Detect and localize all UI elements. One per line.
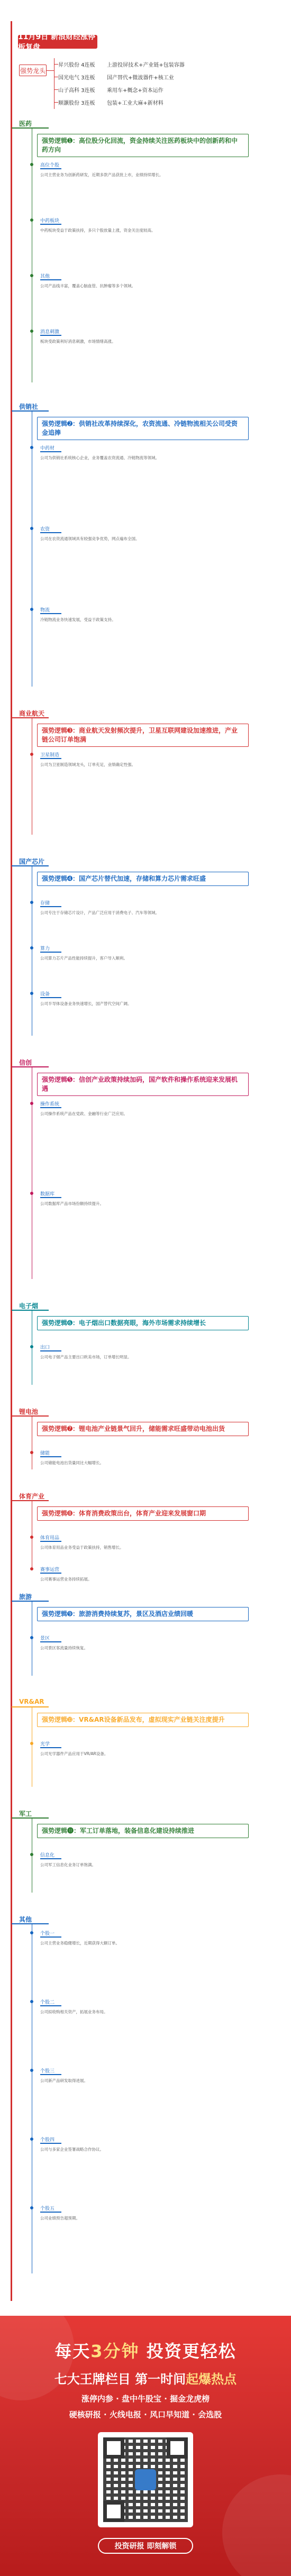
item-bullet (30, 1853, 33, 1856)
item-text: 公司主营业务为创新药研发，近期多款产品获批上市，业绩持续增长。 (40, 172, 163, 177)
section-underline (12, 1923, 49, 1924)
decor-circle (222, 2474, 291, 2576)
item-label: 中药材 (40, 446, 55, 451)
section-title-tourism: 旅游 (19, 1593, 32, 1601)
logic-callout-vrar: 强势逻辑➓：VR&AR设备新品发布，虚拟现实产业链关注度提升 (37, 1713, 249, 1727)
item-label-underline (40, 335, 61, 336)
logic-callout-fintech: 强势逻辑➎：信创产业政策持续加码，国产软件和操作系统迎来发展机遇 (37, 1073, 249, 1096)
qr-code-pattern (103, 2437, 188, 2522)
item-label-underline (40, 1936, 61, 1938)
logic-callout-space: 强势逻辑➌：商业航天发射频次提升，卫星互联网建设加速推进，产业链公司订单饱满 (37, 724, 249, 747)
section-underline (12, 410, 49, 412)
unlock-research-button[interactable]: 投资研报 即刻解锁 (98, 2538, 193, 2554)
qr-code[interactable] (98, 2432, 193, 2527)
section-title-medical: 医药 (19, 120, 32, 127)
section-underline (12, 717, 49, 718)
item-label: 景区 (40, 1636, 50, 1641)
item-text: 公司产品线丰富，覆盖心脑血管、抗肿瘤等多个领域。 (40, 284, 135, 288)
item-label-underline (40, 279, 61, 280)
item-label: 农资 (40, 527, 50, 532)
item-text: 公司算力芯片产品性能持续提升，客户导入顺利。 (40, 956, 128, 961)
item-label: 存储 (40, 901, 50, 906)
item-bullet (30, 608, 33, 611)
stock-name: 昇兴股份 4连板 (58, 62, 95, 68)
item-label-underline (40, 168, 61, 169)
item-text: 公司主营业务稳健增长，近期获得大额订单。 (40, 1941, 120, 1945)
main-spine (11, 21, 12, 2301)
item-bullet (30, 330, 33, 333)
item-label: 卫星制造 (40, 753, 60, 758)
item-text: 公司为卫星制造领域龙头，订单充足，业绩确定性强。 (40, 762, 135, 767)
item-label: 设备 (40, 992, 50, 997)
item-label: 个股三 (40, 2069, 55, 2074)
item-bullet (30, 1567, 33, 1570)
item-text: 公司为供销社系统核心企业，业务覆盖农资流通、冷链物流等领域。 (40, 455, 159, 460)
section-underline (12, 1601, 49, 1602)
item-label: 个股二 (40, 2000, 55, 2005)
item-text: 公司操作系统产品在党政、金融等行业广泛应用。 (40, 1111, 128, 1116)
section-underline (12, 865, 49, 866)
item-label: 操作系统 (40, 1102, 60, 1107)
strong-stock-row (58, 84, 260, 95)
logic-callout-electronics: 强势逻辑➏：电子烟出口数据亮眼，海外市场需求持续增长 (37, 1316, 249, 1330)
item-label: 其他 (40, 274, 50, 279)
item-label-underline (40, 952, 61, 953)
stock-theme: 包装+工业大麻+新材料 (107, 100, 163, 106)
item-label-underline (40, 906, 61, 907)
item-bullet (30, 2000, 33, 2003)
item-label: 个股一 (40, 1931, 55, 1936)
item-text: 公司新产品研发取得进展。 (40, 2078, 88, 2083)
item-text: 冷链物流业务快速发展，受益于政策支持。 (40, 617, 116, 622)
item-bullet (30, 753, 33, 756)
item-label: 数据库 (40, 1192, 55, 1197)
qr-finder (103, 2501, 124, 2522)
item-label: 光学 (40, 1742, 50, 1747)
section-title-electronics: 电子烟 (19, 1302, 39, 1310)
item-text: 中药板块受益于政策扶持，多只个股放量上涨，资金关注度较高。 (40, 228, 156, 233)
stock-theme: 上游投屏技术+产业链+包装容器 (107, 62, 185, 68)
item-label: 体育用品 (40, 1536, 60, 1541)
item-bullet (30, 163, 33, 166)
item-bullet (30, 901, 33, 904)
item-bullet (30, 274, 33, 277)
item-label-underline (40, 224, 61, 225)
item-label-underline (40, 1541, 61, 1542)
item-label: 高位个股 (40, 163, 60, 168)
item-text: 公司电子烟产品主要出口欧美市场，订单增长明显。 (40, 1355, 132, 1359)
item-label-underline (40, 997, 61, 998)
item-label-underline (40, 758, 61, 759)
item-bullet (30, 2137, 33, 2141)
promo-banner (0, 2316, 291, 2576)
stock-theme: 国产替代+微波器件+核工业 (107, 75, 174, 81)
item-label-underline (40, 1747, 61, 1748)
app-logo-icon (135, 2469, 156, 2490)
connector (47, 70, 54, 71)
item-bullet (30, 2069, 33, 2072)
section-title-space: 商业航天 (19, 710, 45, 717)
section-underline (12, 1415, 49, 1417)
logic-callout-medical: 强势逻辑➊：高位股分化回流，资金持续关注医药板块中的创新药和中药方向 (37, 134, 249, 157)
item-label-underline (40, 1350, 61, 1351)
item-bullet (30, 446, 33, 449)
item-text: 公司拟收购相关资产，拓展业务布局。 (40, 2009, 108, 2014)
logic-callout-tourism: 强势逻辑➒：旅游消费持续复苏，景区及酒店业绩回暖 (37, 1607, 249, 1621)
item-bullet (30, 527, 33, 530)
item-label-underline (40, 2212, 61, 2213)
item-bullet (30, 1345, 33, 1348)
section-title-power: 供销社 (19, 403, 39, 410)
item-label-underline (40, 613, 61, 614)
item-text: 公司景区客流量持续恢复。 (40, 1646, 88, 1650)
item-text: 公司专注于存储芯片设计，产品广泛应用于消费电子、汽车等领域。 (40, 910, 159, 915)
item-text: 公司业绩预告超预期。 (40, 2216, 80, 2221)
stock-name: 山子高科 3连板 (58, 87, 95, 94)
item-bullet (30, 1192, 33, 1195)
item-text: 公司赛事运营业务持续拓展。 (40, 1577, 92, 1582)
item-text: 公司在农资流通领域具有较强竞争优势，网点遍布全国。 (40, 536, 140, 541)
item-text: 公司军工信息化业务订单饱满。 (40, 1862, 96, 1867)
page-title: 11月9日 新浪财经涨停板复盘 (18, 35, 97, 49)
section-title-sports: 体育产业 (19, 1493, 45, 1500)
stock-name: 国光电气 3连板 (58, 75, 95, 81)
qr-finder (103, 2437, 124, 2459)
item-text: 公司储能电池出货量同比大幅增长。 (40, 1460, 104, 1465)
stock-theme: 乘用车+概念+资本运作 (107, 87, 163, 94)
item-bullet (30, 1636, 33, 1639)
section-title-vrar: VR&AR (19, 1698, 44, 1705)
item-label-underline (40, 451, 61, 452)
item-bullet (30, 2206, 33, 2209)
logic-callout-battery: 强势逻辑➐：锂电池产业链景气回升，储能需求旺盛带动电池出货 (37, 1422, 249, 1436)
item-label: 信息化 (40, 1853, 55, 1858)
banner-columns-line1: 涨停内参 · 盘中牛股宝 · 掘金龙虎榜 (81, 2394, 210, 2404)
item-bullet (30, 1536, 33, 1539)
item-label-underline (40, 1107, 61, 1108)
item-label-underline (40, 1573, 61, 1574)
strong-leaders-label: 强势龙头 (19, 65, 47, 76)
item-label-underline (40, 1197, 61, 1198)
item-label-underline (40, 532, 61, 533)
item-bullet (30, 1451, 33, 1454)
section-underline (12, 1500, 49, 1501)
item-label-underline (40, 1858, 61, 1859)
strong-stock-row (58, 71, 260, 83)
logic-callout-military: 强势逻辑⓫：军工订单落地，装备信息化建设持续推进 (37, 1824, 249, 1838)
item-bullet (30, 1742, 33, 1745)
section-underline (12, 1817, 49, 1819)
item-label: 中药板块 (40, 218, 60, 224)
item-bullet (30, 946, 33, 949)
strong-stock-row (58, 96, 260, 108)
item-bullet (30, 218, 33, 222)
item-label: 出口 (40, 1345, 50, 1350)
section-title-other: 其他 (19, 1916, 32, 1923)
section-underline (12, 1066, 49, 1067)
section-title-chip: 国产芯片 (19, 858, 45, 865)
item-label-underline (40, 2143, 61, 2144)
item-bullet (30, 1102, 33, 1105)
item-label-underline (40, 1456, 61, 1457)
logic-callout-chip: 强势逻辑➍：国产芯片替代加速，存储和算力芯片需求旺盛 (37, 872, 249, 886)
item-label-underline (40, 2074, 61, 2075)
item-label: 物流 (40, 608, 50, 613)
item-text: 板块受政策利好消息刺激，市场情绪高涨。 (40, 339, 116, 344)
item-bullet (30, 992, 33, 995)
item-label: 赛事运营 (40, 1567, 60, 1573)
strong-stock-row (58, 58, 260, 70)
section-title-battery: 锂电池 (19, 1408, 39, 1415)
connector (54, 64, 58, 65)
item-label: 消息刺激 (40, 330, 60, 335)
section-title-fintech: 信创 (19, 1059, 32, 1066)
banner-columns-line2: 硬核研报 · 火线电报 · 风口早知道 · 会选股 (69, 2410, 222, 2419)
banner-subheadline: 七大王牌栏目 第一时间起爆热点 (54, 2372, 237, 2387)
item-text: 公司半导体设备业务快速增长，国产替代空间广阔。 (40, 1001, 132, 1006)
connector (54, 102, 58, 103)
section-underline (12, 127, 49, 129)
section-underline (12, 1310, 49, 1311)
item-label-underline (40, 1641, 61, 1642)
banner-headline: 每天3分钟 投资更轻松 (54, 2341, 237, 2361)
item-label: 算力 (40, 946, 50, 952)
item-label-underline (40, 2005, 61, 2006)
item-label: 个股四 (40, 2137, 55, 2143)
qr-finder (167, 2437, 188, 2459)
item-text: 公司数据库产品市场份额持续提升。 (40, 1201, 104, 1206)
stock-name: 顺灏股份 3连板 (58, 100, 95, 106)
item-text: 公司体育用品业务受益于政策扶持，销售增长。 (40, 1545, 124, 1550)
item-label: 个股五 (40, 2206, 55, 2212)
section-title-military: 军工 (19, 1810, 32, 1817)
item-text: 公司光学器件产品应用于VR/AR设备。 (40, 1751, 108, 1756)
item-label: 储能 (40, 1451, 50, 1456)
section-underline (12, 1706, 49, 1707)
logic-callout-sports: 强势逻辑➑：体育消费政策出台，体育产业迎来发展窗口期 (37, 1506, 249, 1521)
item-text: 公司与多家企业签署战略合作协议。 (40, 2147, 104, 2152)
logic-callout-power: 强势逻辑➋：供销社改革持续深化，农资流通、冷链物流相关公司受资金追捧 (37, 417, 249, 440)
connector (54, 89, 58, 90)
item-bullet (30, 1931, 33, 1934)
